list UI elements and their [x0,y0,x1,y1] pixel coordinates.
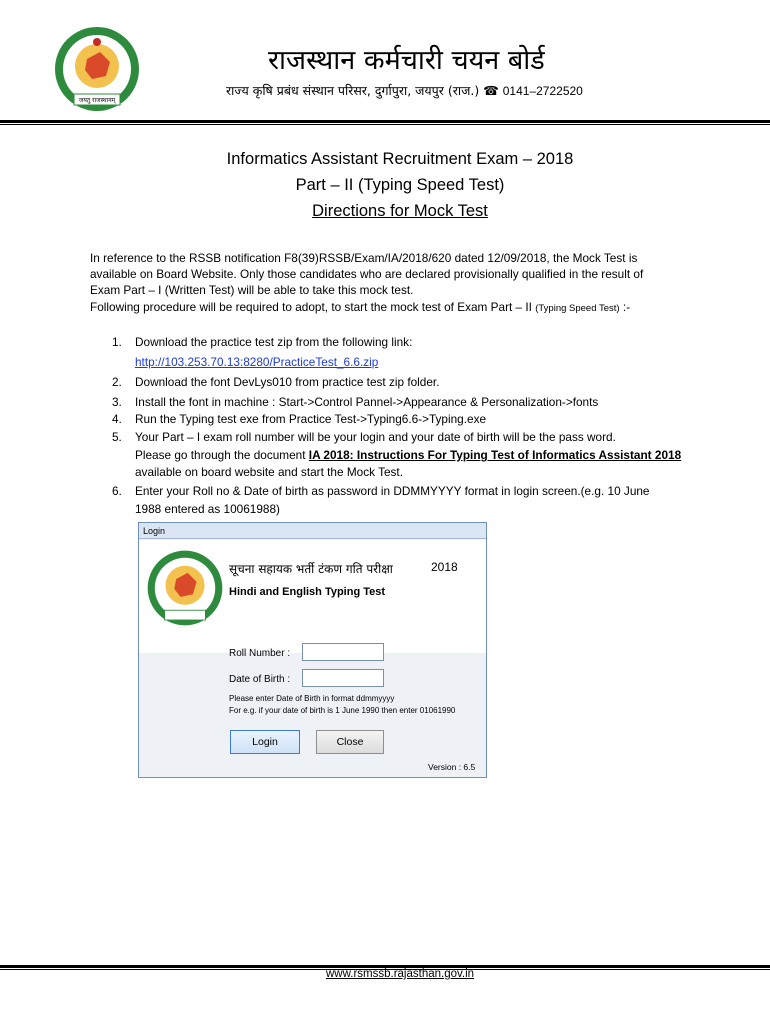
close-button[interactable]: Close [316,730,384,754]
step-number: 5. [112,430,122,444]
step-number: 2. [112,375,122,389]
version-label: Version : 6.5 [428,762,476,772]
step-text: Run the Typing test exe from Practice Test->Typing6.6->Typing.exe [135,412,487,426]
step-number: 3. [112,395,122,409]
login-window-title: Login [139,523,486,539]
telephone-icon: ☎ [483,83,499,98]
section-heading: Directions for Mock Test [312,202,488,220]
step-text: Enter your Roll no & Date of birth as password in DDMMYYYY format in login screen.(e.g. 10 June [135,484,650,498]
organization-name: राजस्थान कर्मचारी चयन बोर्ड [268,45,545,76]
dob-format-hint: Please enter Date of Birth in format ddmmyyyy [229,694,395,703]
step-item [90,429,616,446]
step-continuation [135,354,378,371]
step-number: 4. [112,412,122,426]
step-text: Please go through the document [135,448,309,462]
practice-test-download-link[interactable]: http://103.253.70.13:8280/PracticeTest_6.6.zip [135,355,379,369]
banner-hindi-title: सूचना सहायक भर्ती टंकण गति परीक्षा [229,562,393,576]
intro-end: :- [619,300,631,314]
step-item [90,394,598,411]
header-divider-thin [0,124,770,125]
intro-text: Following procedure will be required to adopt, to start the mock test of Exam Part – II [90,300,532,314]
footer-website-link[interactable]: www.rsmssb.rajasthan.gov.in [325,968,475,980]
step-item [90,483,650,500]
intro-line: Exam Part – I (Written Test) will be able to take this mock test. [90,283,414,297]
instruction-document-title: IA 2018: Instructions For Typing Test of Informatics Assistant 2018 [308,448,682,462]
intro-small-text: (Typing Speed Test) [535,303,620,314]
step-text: Download the practice test zip from the following link: [135,335,413,349]
phone-number: 0141–2722520 [502,84,583,98]
banner-year: 2018 [431,560,458,574]
step-item [90,334,412,351]
login-window [138,522,487,778]
rsmssb-logo [52,24,142,114]
step-number: 1. [112,335,122,349]
step-number: 6. [112,484,122,498]
organization-address [226,82,583,99]
step-item [90,374,439,391]
step-continuation [135,447,681,464]
login-button[interactable]: Login [230,730,300,754]
roll-number-label: Roll Number : [229,648,291,659]
intro-line: In reference to the RSSB notification F8(39)RSSB/Exam/IA/2018/620 dated 12/09/2018, the Mock Test is [90,251,638,265]
step-continuation: available on board website and start the Mock Test. [135,465,403,479]
date-of-birth-label: Date of Birth : [229,674,291,685]
rsmssb-logo [145,548,225,628]
dob-example-hint: For e.g. if your date of birth is 1 June 1990 then enter 01061990 [229,706,456,715]
login-banner [139,540,486,653]
step-continuation: 1988 entered as 10061988) [135,502,280,516]
header-divider [0,120,770,123]
intro-line [90,299,630,317]
step-item [90,411,486,428]
document-subtitle: Part – II (Typing Speed Test) [295,176,505,194]
step-text: Install the font in machine : Start->Control Pannel->Appearance & Personalization->fonts [135,395,599,409]
address-text: राज्य कृषि प्रबंध संस्थान परिसर, दुर्गापुरा, जयपुर (राज.) [226,83,480,98]
intro-line: available on Board Website. Only those candidates who are declared provisionally qualified in the result of [90,267,644,281]
roll-number-input[interactable] [302,643,384,661]
document-title: Informatics Assistant Recruitment Exam – 2018 [226,150,574,168]
banner-english-title: Hindi and English Typing Test [229,586,386,598]
svg-text:जयतु राजस्थानम्: जयतु राजस्थानम् [78,97,116,104]
step-text: Your Part – I exam roll number will be your login and your date of birth will be the pass word. [135,430,616,444]
date-of-birth-input[interactable] [302,669,384,687]
step-text: Download the font DevLys010 from practice test zip folder. [135,375,440,389]
